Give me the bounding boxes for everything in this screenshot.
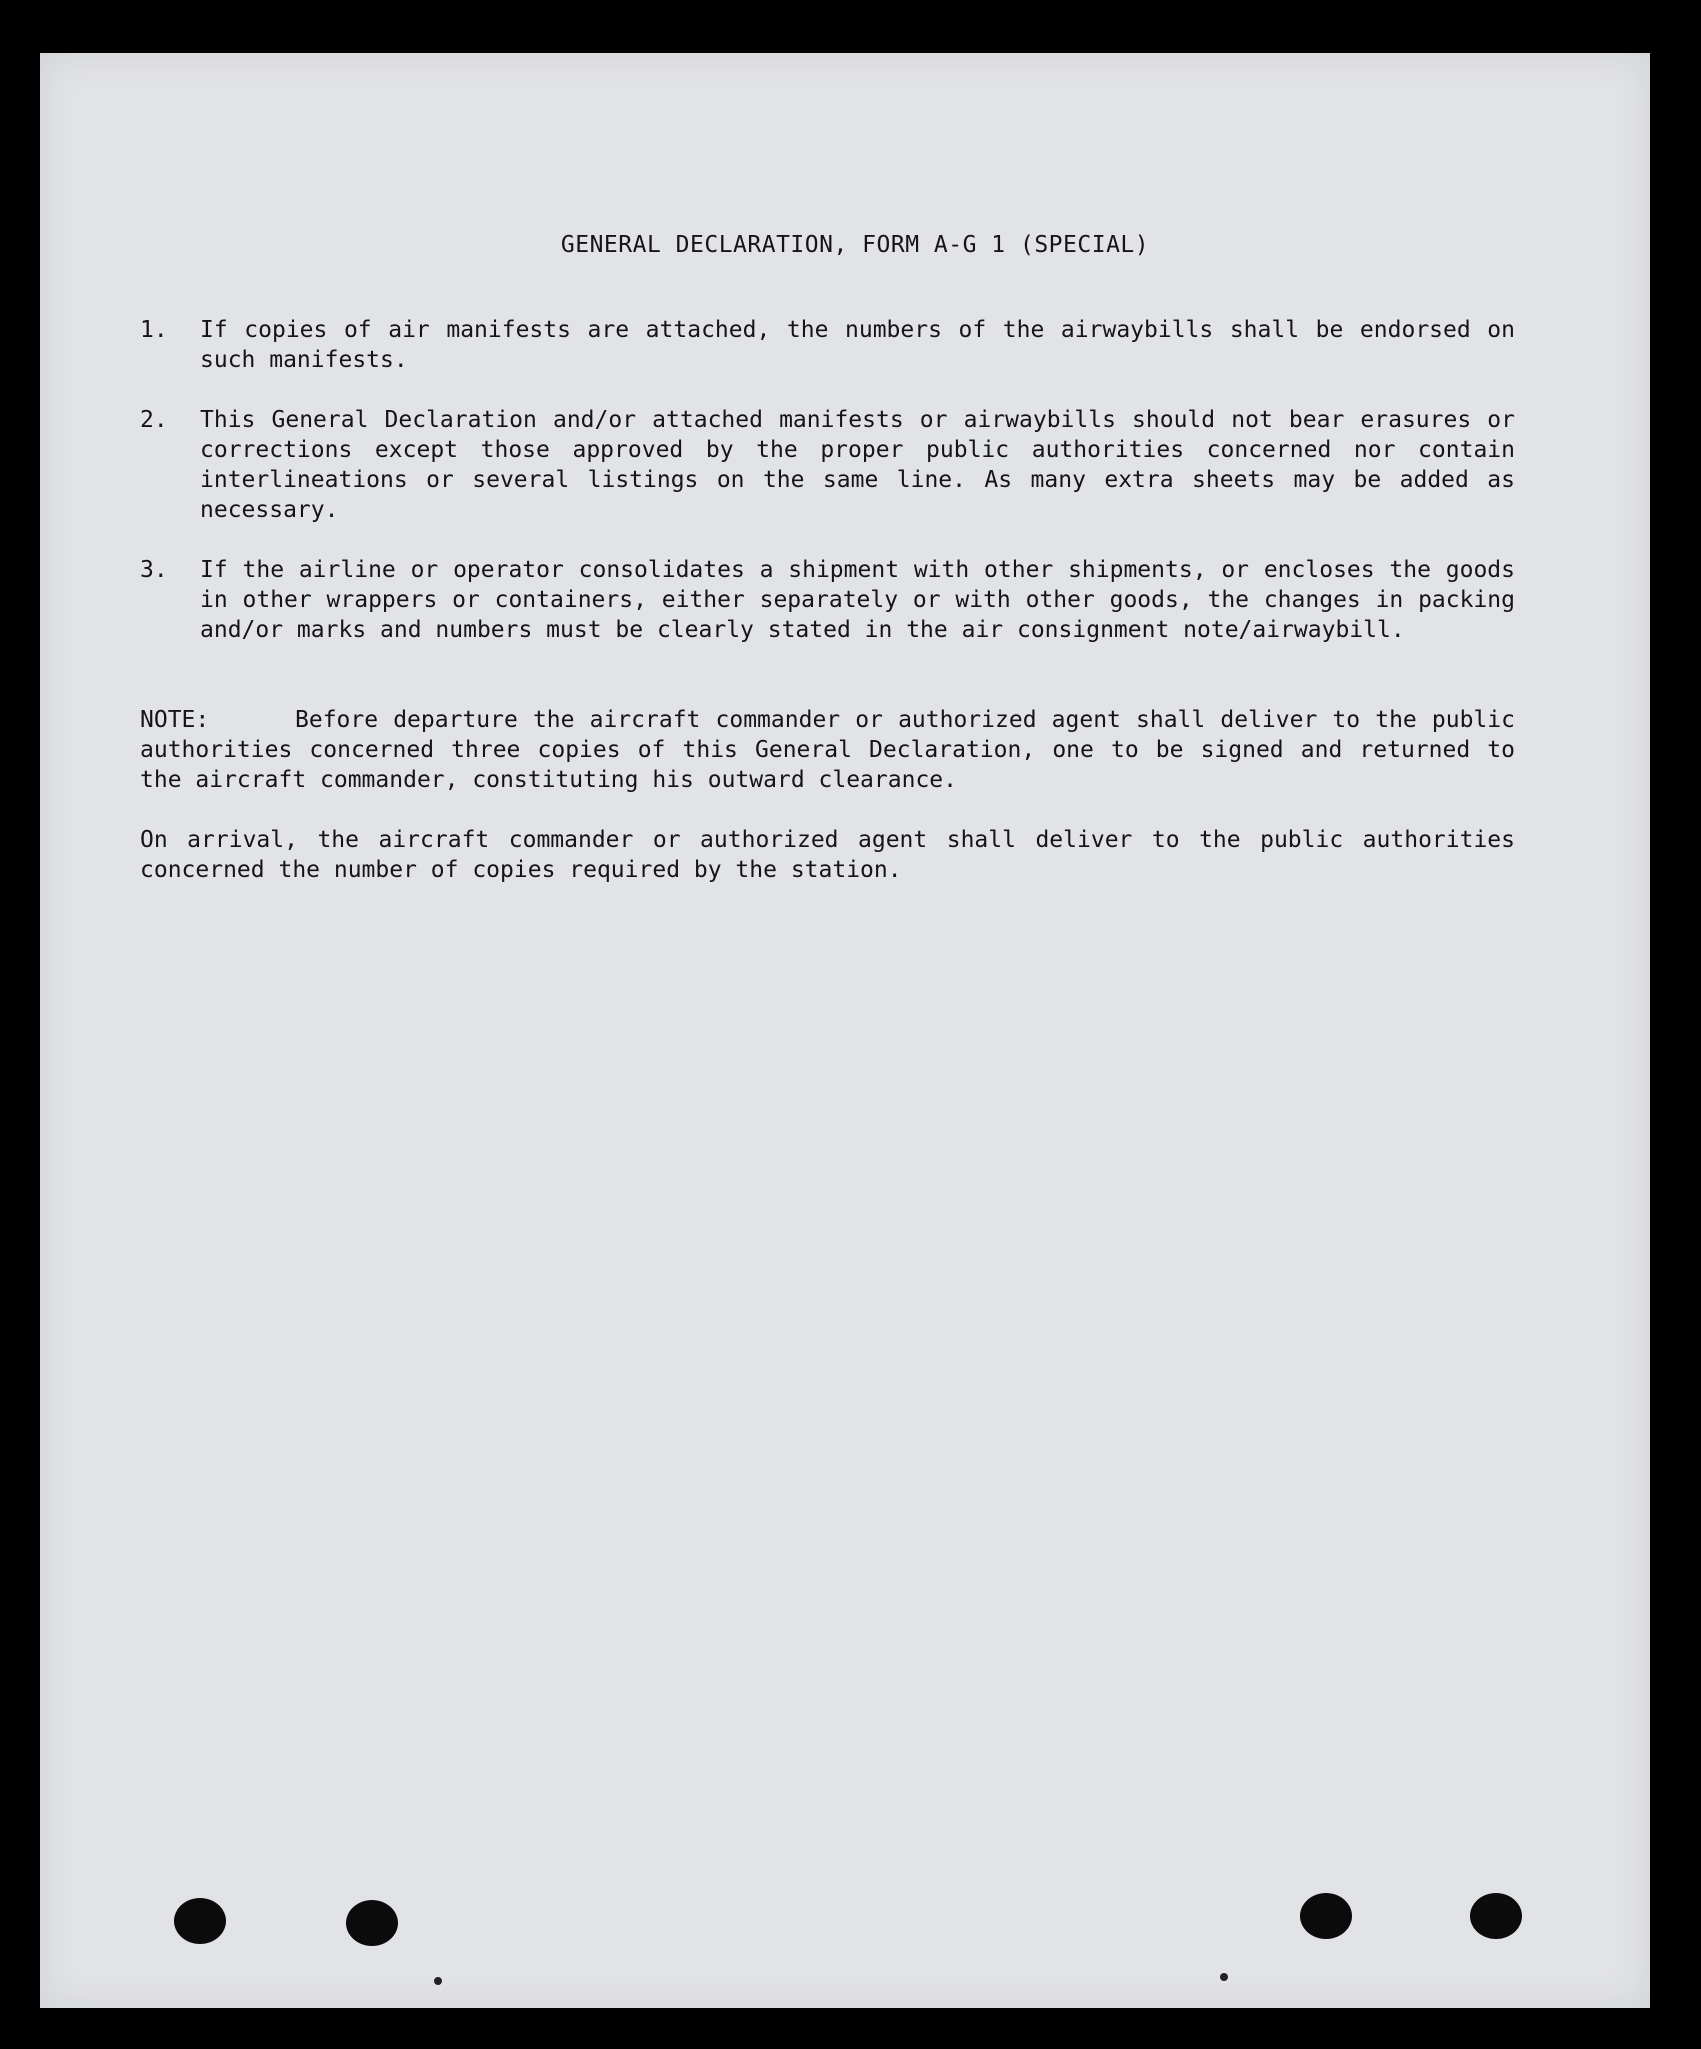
punch-hole	[1300, 1893, 1352, 1939]
speck-mark	[434, 1977, 442, 1985]
paper-sheet	[40, 53, 1650, 2008]
item-number: 2.	[140, 407, 168, 433]
speck-mark	[1220, 1973, 1228, 1981]
document-title: GENERAL DECLARATION, FORM A-G 1 (SPECIAL)	[560, 232, 1150, 258]
punch-hole	[346, 1900, 398, 1946]
item-text: If copies of air manifests are attached, the numbers of the airwaybills shall be endorsed on such manifests.	[200, 317, 1515, 373]
item-number: 3.	[140, 557, 168, 583]
list-item	[140, 555, 1515, 645]
item-text: If the airline or operator consolidates a shipment with other shipments, or encloses the goods in other wrappers or containers, either separately or with other goods, the changes in packing and/or marks and numbers must be clearly stated in the air consignment note/airwaybill.	[200, 557, 1515, 643]
punch-hole	[174, 1898, 226, 1944]
item-number: 1.	[140, 317, 168, 343]
note-paragraph	[140, 705, 1515, 795]
arrival-paragraph: On arrival, the aircraft commander or authorized agent shall deliver to the public authorities concerned the number of copies required by the station.	[140, 827, 1515, 883]
punch-hole	[1470, 1893, 1522, 1939]
list-item	[140, 405, 1515, 525]
note-label: NOTE:	[140, 707, 210, 733]
document-body	[140, 230, 1515, 885]
item-text: This General Declaration and/or attached manifests or airwaybills should not bear erasures or corrections except those approved by the proper public authorities concerned nor contain interlineations or several listings on the same line. As many extra sheets may be added as necessary.	[200, 407, 1515, 523]
list-item	[140, 315, 1515, 375]
note-text: Before departure the aircraft commander or authorized agent shall deliver to the public authorities concerned three copies of this General Declaration, one to be signed and returned to the aircraft commander, constituting his outward clearance.	[140, 707, 1515, 793]
